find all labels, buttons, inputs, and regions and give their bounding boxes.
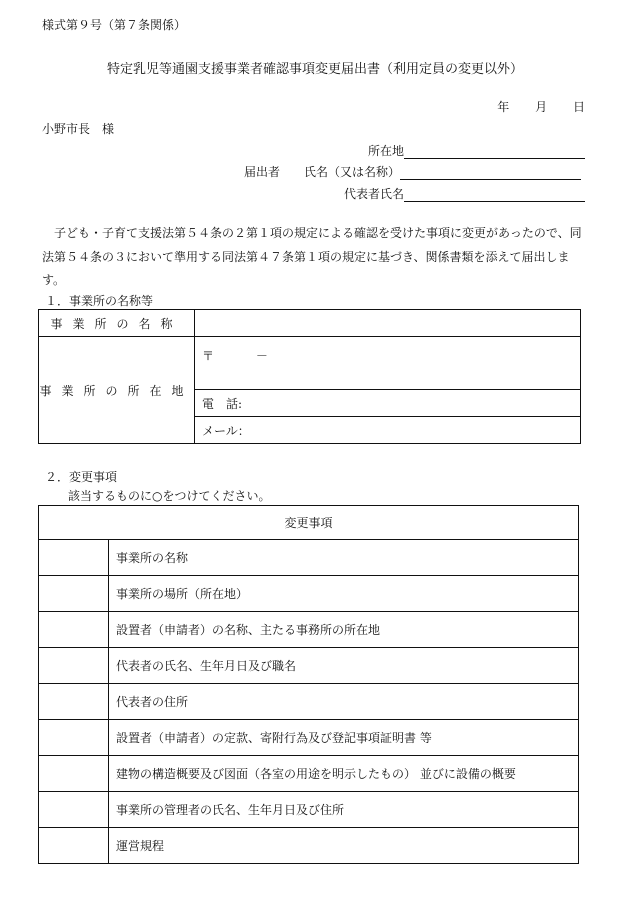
facility-name-label: 事業所の名称: [39, 310, 195, 337]
phone-field[interactable]: [195, 390, 581, 417]
check-cell[interactable]: [39, 720, 109, 756]
postal-mark: 〒: [202, 349, 215, 363]
representative-label: 代表者氏名: [344, 187, 405, 201]
change-table-header: 変更事項: [39, 506, 579, 540]
change-row: [39, 720, 579, 756]
change-items-table: [38, 505, 579, 864]
check-cell[interactable]: [39, 684, 109, 720]
check-cell[interactable]: [39, 576, 109, 612]
change-item: 事業所の管理者の氏名、生年月日及び住所: [109, 792, 579, 828]
change-row: [39, 792, 579, 828]
address-line[interactable]: [404, 144, 585, 159]
phone-label: 電 話:: [202, 396, 243, 411]
name-label: 氏名（又は名称）: [304, 165, 401, 179]
change-item: 建物の構造概要及び図面（各室の用途を明示したもの） 並びに設備の概要: [109, 756, 579, 792]
date-month-label: 月: [535, 100, 548, 114]
email-field[interactable]: [195, 417, 581, 444]
check-cell[interactable]: [39, 612, 109, 648]
change-item: 代表者の住所: [109, 684, 579, 720]
representative-line[interactable]: [404, 187, 585, 202]
address-row: [368, 142, 585, 159]
change-item: 事業所の名称: [109, 540, 579, 576]
addressee: 小野市長 様: [42, 122, 115, 136]
section1-title: １．事業所の名称等: [45, 294, 154, 308]
change-row: [39, 756, 579, 792]
email-label: メール：: [202, 423, 250, 438]
change-item: 代表者の氏名、生年月日及び職名: [109, 648, 579, 684]
postal-address-field[interactable]: [195, 337, 581, 390]
body-paragraph: 子ども・子育て支援法第５４条の２第１項の規定による確認を受けた事項に変更があったので、同法第５４条の３において準用する同法第４７条第１項の規定に基づき、関係書類を添えて届出します。: [42, 226, 582, 287]
date-day-label: 日: [572, 100, 585, 114]
change-item: 設置者（申請者）の定款、寄附行為及び登記事項証明書 等: [109, 720, 579, 756]
name-row: [244, 163, 581, 180]
change-item: 設置者（申請者）の名称、主たる事務所の所在地: [109, 612, 579, 648]
facility-name-field[interactable]: [195, 310, 581, 337]
section2-instruction: 該当するものに○をつけてください。: [68, 489, 271, 503]
change-row: [39, 648, 579, 684]
form-number: 様式第９号（第７条関係）: [42, 18, 187, 32]
date-field[interactable]: [475, 98, 585, 115]
change-row: [39, 540, 579, 576]
notifier-label: 届出者: [244, 165, 281, 179]
address-label: 所在地: [368, 144, 405, 158]
check-cell[interactable]: [39, 540, 109, 576]
name-line[interactable]: [400, 165, 581, 180]
facility-location-label: 事業所の所在地: [39, 337, 195, 444]
check-cell[interactable]: [39, 648, 109, 684]
date-year-label: 年: [497, 100, 510, 114]
facility-table: [38, 309, 581, 444]
check-cell[interactable]: [39, 828, 109, 864]
change-item: 運営規程: [109, 828, 579, 864]
check-cell[interactable]: [39, 792, 109, 828]
representative-row: [344, 185, 585, 202]
change-row: [39, 684, 579, 720]
check-cell[interactable]: [39, 756, 109, 792]
change-item: 事業所の場所（所在地）: [109, 576, 579, 612]
change-row: [39, 576, 579, 612]
document-title: 特定乳児等通園支援事業者確認事項変更届出書（利用定員の変更以外）: [106, 62, 523, 77]
change-row: [39, 828, 579, 864]
postal-dash: －: [255, 349, 268, 363]
change-row: [39, 612, 579, 648]
section2-title: ２．変更事項: [45, 470, 118, 484]
